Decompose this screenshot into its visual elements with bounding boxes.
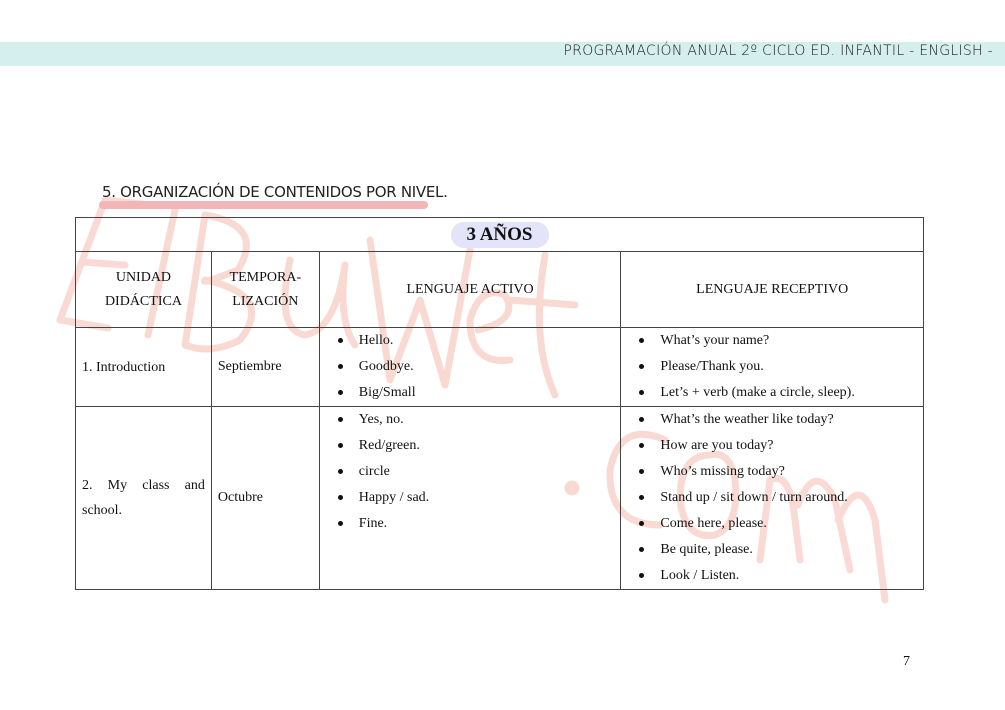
list-item: Stand up / sit down / turn around. <box>639 485 923 511</box>
header-unidad <box>76 252 212 328</box>
content-table <box>75 217 924 590</box>
list-item: What’s your name? <box>639 328 923 354</box>
list-item: Fine. <box>338 511 621 537</box>
list-item: Come here, please. <box>639 511 923 537</box>
section-title-highlight <box>99 201 428 209</box>
unit-cell: 2. My class and school. <box>76 407 212 590</box>
list-item: How are you today? <box>639 433 923 459</box>
list-item: Be quite, please. <box>639 537 923 563</box>
section-title: 5. ORGANIZACIÓN DE CONTENIDOS POR NIVEL. <box>102 183 448 201</box>
list-item: Please/Thank you. <box>639 354 923 380</box>
unit-cell: 1. Introduction <box>76 328 212 407</box>
list-item: circle <box>338 459 621 485</box>
list-item: Goodbye. <box>338 354 621 380</box>
table-row <box>76 328 924 407</box>
timing-cell: Septiembre <box>211 328 319 407</box>
level-title-cell <box>76 218 924 252</box>
list-item: Yes, no. <box>338 407 621 433</box>
list-item: Who’s missing today? <box>639 459 923 485</box>
table-row <box>76 407 924 590</box>
list-item: Happy / sad. <box>338 485 621 511</box>
list-item: Hello. <box>338 328 621 354</box>
header-lenguaje-activo: LENGUAJE ACTIVO <box>319 252 621 328</box>
list-item: What’s the weather like today? <box>639 407 923 433</box>
header-lenguaje-receptivo: LENGUAJE RECEPTIVO <box>621 252 924 328</box>
list-item: Look / Listen. <box>639 563 923 589</box>
timing-cell: Octubre <box>211 407 319 590</box>
list-item: Red/green. <box>338 433 621 459</box>
receptive-language-cell <box>621 407 924 590</box>
header-unidad-line2: DIDÁCTICA <box>104 293 182 309</box>
list-item: Let’s + verb (make a circle, sleep). <box>639 380 923 406</box>
receptive-language-cell <box>621 328 924 407</box>
level-title: 3 AÑOS <box>451 222 549 248</box>
table-title-row <box>76 218 924 252</box>
table-header-row <box>76 252 924 328</box>
header-temporalizacion <box>211 252 319 328</box>
header-temp-line1: TEMPORA- <box>229 269 302 285</box>
header-unidad-line1: UNIDAD <box>115 269 172 285</box>
active-language-cell <box>319 407 621 590</box>
running-header: PROGRAMACIÓN ANUAL 2º CICLO ED. INFANTIL - ENGLISH - <box>563 43 993 59</box>
list-item: Big/Small <box>338 380 621 406</box>
header-temp-line2: LIZACIÓN <box>232 293 299 309</box>
active-language-cell <box>319 328 621 407</box>
page-number: 7 <box>903 654 910 669</box>
